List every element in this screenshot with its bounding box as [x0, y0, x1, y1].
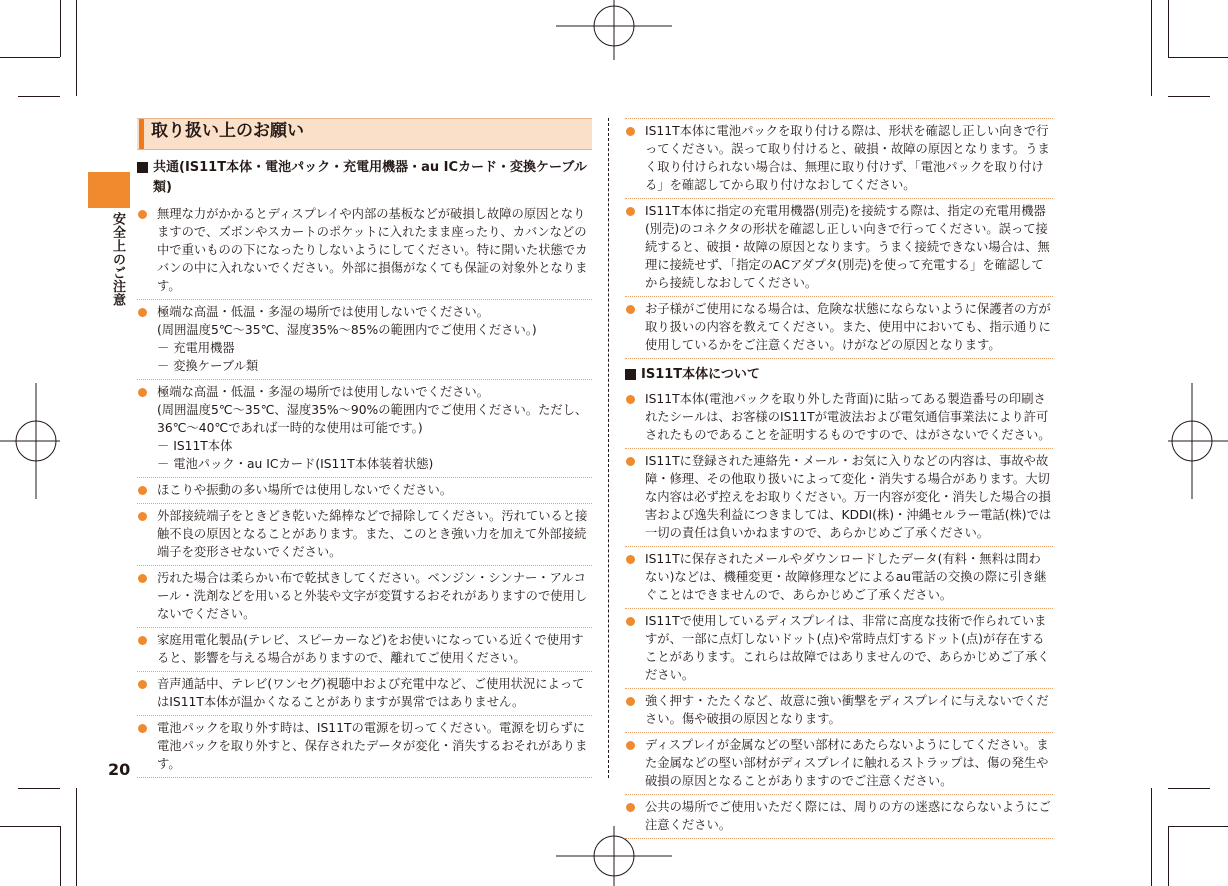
list-item-text: 電池パックを取り外す時は、IS11Tの電源を切ってください。電源を切らずに電池パックを取り外すと、保存されたデータが変化・消失するおそれがあります。: [157, 721, 588, 771]
list-item-text: 外部接続端子をときどき乾いた綿棒などで掃除してください。汚れていると接触不良の原因となることがあります。また、このとき強い力を加えて外部接続端子を変形させないでください。: [157, 509, 588, 559]
bullet-icon: [626, 697, 635, 706]
list-item-text: IS11Tに登録された連絡先・メール・お気に入りなどの内容は、事故や故障・修理、その他取り扱いによって変化・消失する場合があります。大切な内容は必ず控えをお取りください。万一内容が変化・消失した場合の損害および逸失利益につきましては、KDDI(株)・沖縄セルラー電話(株)では一切の責任は負いかねますので、あらかじめご了承ください。: [645, 454, 1052, 540]
title-accent: [139, 119, 144, 149]
crop-mark: [1168, 788, 1210, 789]
square-icon: [625, 369, 636, 380]
crop-mark: [1151, 788, 1152, 886]
section-heading: [625, 365, 1053, 385]
section-heading-text: 共通(IS11T本体・電池パック・充電用機器・au ICカード・変換ケーブル類): [153, 160, 587, 195]
list-item: [625, 449, 1053, 547]
list-item-text: IS11T本体(電池パックを取り外した背面)に貼ってある製造番号の印刷されたシールは、お客様のIS11Tが電波法および電気通信事業法により許可されたものであることを証明するものですので、はがさないでください。: [645, 392, 1051, 442]
sub-item: － 充電用機器: [157, 341, 235, 355]
list-item: [137, 380, 592, 478]
bullet-icon: [626, 305, 635, 314]
list-item-text: 家庭用電化製品(テレビ、スピーカーなど)をお使いになっている近くで使用すると、影響を与える場合がありますので、離れてご使用ください。: [157, 633, 584, 665]
list-item: [625, 118, 1053, 199]
list-item-text: 極端な高温・低温・多湿の場所では使用しないでください。: [157, 385, 490, 399]
list-item-text: IS11T本体に指定の充電用機器(別売)を接続する際は、指定の充電用機器(別売)のコネクタの形状を確認し正しい向きで行ってください。誤って接続すると、破損・故障の原因となります。うまく接続できない場合は、無理に接続せず、「指定のACアダプタ(別売)を使って充電する」を確認してから接続しなおしてください。: [645, 204, 1050, 290]
list-item: [625, 733, 1053, 795]
list-item: [137, 202, 592, 300]
sub-item: － 電池パック・au ICカード(IS11T本体装着状態): [157, 457, 434, 471]
registration-mark-right: [1168, 383, 1228, 499]
bullet-icon: [138, 486, 147, 495]
list-item: [137, 566, 592, 628]
crop-mark: [18, 788, 60, 789]
list-item: [137, 628, 592, 672]
registration-mark-left: [0, 383, 60, 499]
list-item: [625, 547, 1053, 609]
crop-mark: [0, 826, 60, 827]
list-item: [625, 609, 1053, 689]
bullet-icon: [626, 617, 635, 626]
sub-item: － IS11T本体: [157, 439, 233, 453]
bullet-icon: [626, 741, 635, 750]
crop-mark: [60, 0, 61, 57]
page-number: 20: [108, 760, 131, 779]
crop-mark: [1168, 826, 1228, 827]
list-item-text: ディスプレイが金属などの堅い部材にあたらないようにしてください。また金属などの堅い部材がディスプレイに触れるストラップは、傷の発生や破損の原因となることがありますのでご注意ください。: [645, 738, 1049, 788]
crop-mark: [60, 826, 61, 886]
right-column: [625, 118, 1053, 839]
title-bar: [137, 118, 592, 150]
list-item: [137, 504, 592, 566]
list-item-detail: (周囲温度5℃～35℃、湿度35%～85%の範囲内でご使用ください。): [157, 323, 537, 337]
bullet-icon: [138, 636, 147, 645]
bullet-icon: [138, 210, 147, 219]
bullet-icon: [138, 388, 147, 397]
crop-mark: [1168, 57, 1228, 58]
bullet-icon: [626, 207, 635, 216]
list-item-text: 強く押す・たたくなど、故意に強い衝撃をディスプレイに与えないでください。傷や破損の原因となります。: [645, 694, 1049, 726]
list-item: [625, 689, 1053, 733]
list-item-text: 汚れた場合は柔らかい布で乾拭きしてください。ベンジン・シンナー・アルコール・洗剤などを用いると外装や文字が変質するおそれがありますので使用しないでください。: [157, 571, 588, 621]
section-tab-label: 安全上のご注意: [110, 212, 125, 307]
list-item: [625, 795, 1053, 839]
list-item-text: 極端な高温・低温・多湿の場所では使用しないでください。: [157, 305, 490, 319]
registration-mark-top: [556, 0, 672, 60]
list-item-text: お子様がご使用になる場合は、危険な状態にならないように保護者の方が取り扱いの内容を教えてください。また、使用中においても、指示通りに使用しているかをご注意ください。けがなどの原因となります。: [645, 302, 1051, 352]
list-item-text: IS11Tで使用しているディスプレイは、非常に高度な技術で作られていますが、一部に点灯しないドット(点)や常時点灯するドット(点)が存在することがあります。これらは故障ではありませんので、あらかじめご了承ください。: [645, 614, 1050, 682]
list-item-text: ほこりや振動の多い場所では使用しないでください。: [157, 483, 453, 497]
bullet-icon: [138, 680, 147, 689]
bullet-icon: [626, 803, 635, 812]
crop-mark: [1168, 0, 1169, 57]
page-title: 取り扱い上のお願い: [151, 121, 304, 141]
left-column: [137, 118, 592, 778]
list-item: [137, 300, 592, 380]
crop-mark: [1168, 96, 1210, 97]
bullet-icon: [138, 724, 147, 733]
list-item-text: 無理な力がかかるとディスプレイや内部の基板などが破損し故障の原因となりますので、ズボンやスカートのポケットに入れたまま座ったり、カバンなどの中で重いものの下になったりしないようにしてください。特に開いた状態でカバンの中に入れないでください。外部に損傷がなくても保証の対象外となります。: [157, 207, 588, 293]
column-divider: [608, 118, 609, 778]
list-item: [137, 478, 592, 504]
list-item: [625, 297, 1053, 359]
section-heading: [137, 158, 592, 198]
list-item-text: 公共の場所でご使用いただく際には、周りの方の迷惑にならないようにご注意ください。: [645, 800, 1051, 832]
bullet-icon: [626, 457, 635, 466]
list-item-text: IS11Tに保存されたメールやダウンロードしたデータ(有料・無料は問わない)などは、機種変更・故障修理などによるau電話の交換の際に引き継ぐことはできませんので、あらかじめご了承ください。: [645, 552, 1047, 602]
crop-mark: [76, 788, 77, 886]
crop-mark: [0, 57, 60, 58]
section-tab: [88, 172, 130, 208]
bullet-icon: [626, 395, 635, 404]
list-item-text: IS11T本体に電池パックを取り付ける際は、形状を確認し正しい向きで行ってください。誤って取り付けると、破損・故障の原因となります。うまく取り付けられない場合は、無理に取り付けず、「電池パックを取り付ける」を確認してから取り付けなおしてください。: [645, 124, 1050, 192]
crop-mark: [76, 0, 77, 96]
list-item-text: 音声通話中、テレビ(ワンセグ)視聴中および充電中など、ご使用状況によってはIS11T本体が温かくなることがありますが異常ではありません。: [157, 677, 585, 709]
bullet-icon: [138, 308, 147, 317]
crop-mark: [1168, 826, 1169, 886]
bullet-icon: [626, 555, 635, 564]
list-item-detail: (周囲温度5℃～35℃、湿度35%～90%の範囲内でご使用ください。ただし、36℃～40℃であれば一時的な使用は可能です。): [157, 403, 588, 435]
list-item: [625, 199, 1053, 297]
sub-item: － 変換ケーブル類: [157, 359, 259, 373]
bullet-icon: [138, 574, 147, 583]
section-heading-text: IS11T本体について: [641, 367, 760, 382]
bullet-icon: [626, 127, 635, 136]
bullet-icon: [138, 512, 147, 521]
list-item: [137, 716, 592, 778]
square-icon: [137, 162, 148, 173]
list-item: [625, 387, 1053, 449]
crop-mark: [18, 96, 60, 97]
crop-mark: [1151, 0, 1152, 96]
list-item: [137, 672, 592, 716]
